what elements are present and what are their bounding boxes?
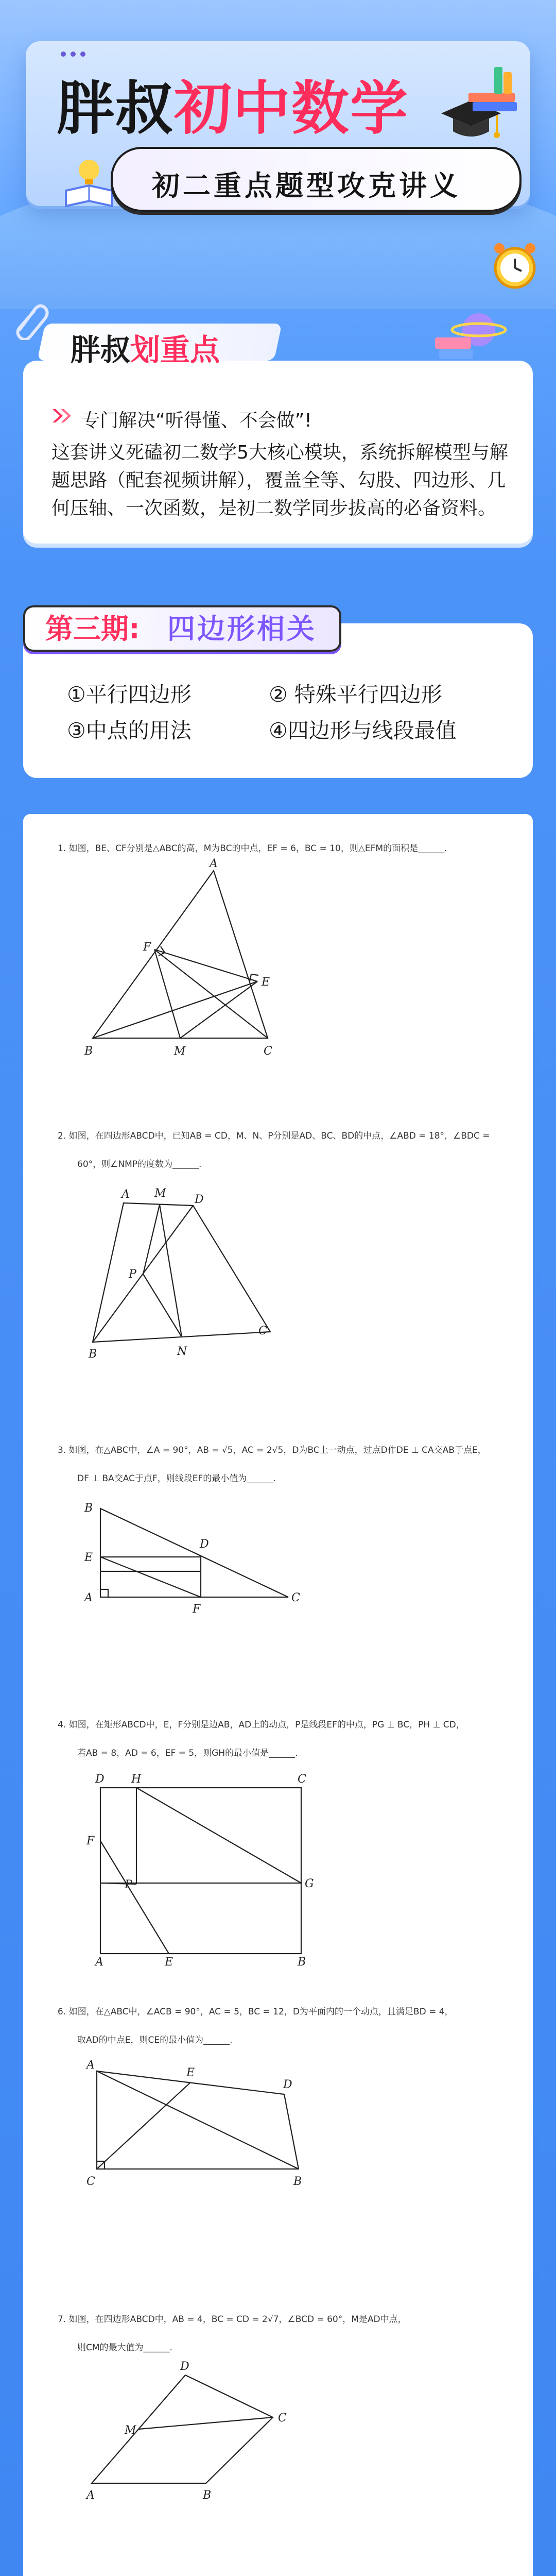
intro-paragraph: 这套讲义死磕初二数学5大核心模块，系统拆解模型与解题思路（配套视频讲解），覆盖全等、勾股、四边形、几何压轴、一次函数，是初二数学同步拔高的必备资料。 xyxy=(51,442,508,519)
topic-item: ①平行四边形 xyxy=(67,682,192,707)
label-B: B xyxy=(84,1045,93,1058)
red-arrow-icon xyxy=(51,407,74,425)
question-2-text-line-2: 60°，则∠NMP的度数为______. xyxy=(77,1159,202,1170)
label-E: E xyxy=(186,2066,195,2079)
label-N: N xyxy=(177,1345,187,1358)
topic-item: ③中点的用法 xyxy=(67,718,192,743)
label-B: B xyxy=(89,1348,97,1361)
question-2-text-line-1: 2. 如图，在四边形ABCD中，已知AB = CD，M、N、P分别是AD、BC、BD的中点，∠ABD = 18°，∠BDC = xyxy=(58,1131,490,1141)
label-P: P xyxy=(129,1268,136,1281)
label-M: M xyxy=(125,2424,136,2437)
page-subtitle: 初二重点题型攻克讲义 xyxy=(152,170,461,202)
label-F: F xyxy=(193,1603,201,1616)
label-D: D xyxy=(195,1193,204,1206)
question-4-text-line-1: 4. 如图，在矩形ABCD中，E，F分别是边AB，AD上的动点，P是线段EF的中点，PG ⊥ BC，PH ⊥ CD， xyxy=(58,1720,465,1730)
question-4-figure xyxy=(77,1765,319,1965)
question-6-figure xyxy=(77,2053,319,2197)
label-M: M xyxy=(154,1187,166,1200)
notice-text: 专门解决“听得懂、不会做”! xyxy=(81,410,312,431)
label-C: C xyxy=(86,2175,95,2188)
label-C: C xyxy=(278,2412,287,2425)
hero-banner xyxy=(0,0,556,309)
label-A: A xyxy=(121,1188,130,1201)
window-dots xyxy=(61,49,90,59)
label-D: D xyxy=(200,1538,209,1551)
question-7-text-line-2: 则CM的最大值为______. xyxy=(77,2343,172,2353)
label-C: C xyxy=(298,1773,306,1786)
question-7-text-line-1: 7. 如图，在四边形ABCD中，AB = 4，BC = CD = 2√7，∠BCD = 60°，M是AD中点， xyxy=(58,2314,407,2325)
page-title xyxy=(57,75,409,142)
question-3-figure xyxy=(77,1494,314,1618)
lightbulb-book-icon xyxy=(61,155,117,211)
period-title: 四边形相关 xyxy=(167,613,317,645)
label-G: G xyxy=(305,1877,314,1890)
alarm-clock-icon xyxy=(486,237,543,294)
highlight-ribbon xyxy=(23,314,301,366)
topic-item: ② 特殊平行四边形 xyxy=(269,682,442,707)
question-7-figure xyxy=(77,2360,293,2514)
books-icon xyxy=(463,62,520,118)
label-H: H xyxy=(131,1773,142,1786)
question-1-text: 1. 如图，BE、CF分别是△ABC的高，M为BC的中点，EF = 6，BC = 10，则△EFM的面积是______. xyxy=(58,843,447,854)
label-B: B xyxy=(84,1502,93,1515)
label-B: B xyxy=(293,2175,302,2188)
highlight-label-key: 划重点 xyxy=(130,332,220,367)
label-B: B xyxy=(203,2489,212,2502)
label-E: E xyxy=(84,1551,93,1564)
label-E: E xyxy=(262,976,270,989)
label-D: D xyxy=(180,2360,189,2373)
question-3-text-line-2: DF ⊥ BA交AC于点F，则线段EF的最小值为______. xyxy=(77,1473,276,1484)
period-label: 第三期: xyxy=(45,613,140,645)
highlight-label-brand: 胖叔 xyxy=(71,332,131,367)
label-A: A xyxy=(210,858,218,870)
label-A: A xyxy=(95,1956,103,1965)
label-C: C xyxy=(264,1045,272,1058)
question-6-text-line-2: 取AD的中点E，则CE的最小值为______. xyxy=(77,2035,233,2045)
title-subject: 初中数学 xyxy=(174,75,409,142)
label-B: B xyxy=(298,1956,306,1965)
label-C: C xyxy=(258,1325,267,1337)
question-1-figure xyxy=(77,858,293,1074)
label-A: A xyxy=(84,1591,93,1604)
planet-book-icon xyxy=(430,301,507,363)
title-brand: 胖叔 xyxy=(57,75,174,142)
question-3-text-line-1: 3. 如图，在△ABC中，∠A = 90°，AB = √5，AC = 2√5，D为BC上一动点，过点D作DE ⊥ CA交AB于点E， xyxy=(58,1445,486,1455)
question-4-text-line-2: 若AB = 8，AD = 6，EF = 5，则GH的最小值是______. xyxy=(77,1748,298,1758)
label-C: C xyxy=(291,1591,300,1604)
topic-item: ④四边形与线段最值 xyxy=(269,718,457,743)
label-D: D xyxy=(95,1773,105,1786)
label-D: D xyxy=(283,2078,292,2091)
label-M: M xyxy=(174,1045,186,1058)
label-A: A xyxy=(86,2059,95,2072)
question-6-text-line-1: 6. 如图，在△ABC中，∠ACB = 90°，AC = 5，BC = 12，D为平面内的一个动点，且满足BD = 4， xyxy=(58,2007,454,2017)
label-A: A xyxy=(86,2489,95,2502)
label-E: E xyxy=(165,1956,173,1965)
label-F: F xyxy=(86,1835,95,1848)
label-F: F xyxy=(143,941,151,954)
label-P: P xyxy=(125,1878,132,1891)
question-2-figure xyxy=(77,1177,293,1368)
